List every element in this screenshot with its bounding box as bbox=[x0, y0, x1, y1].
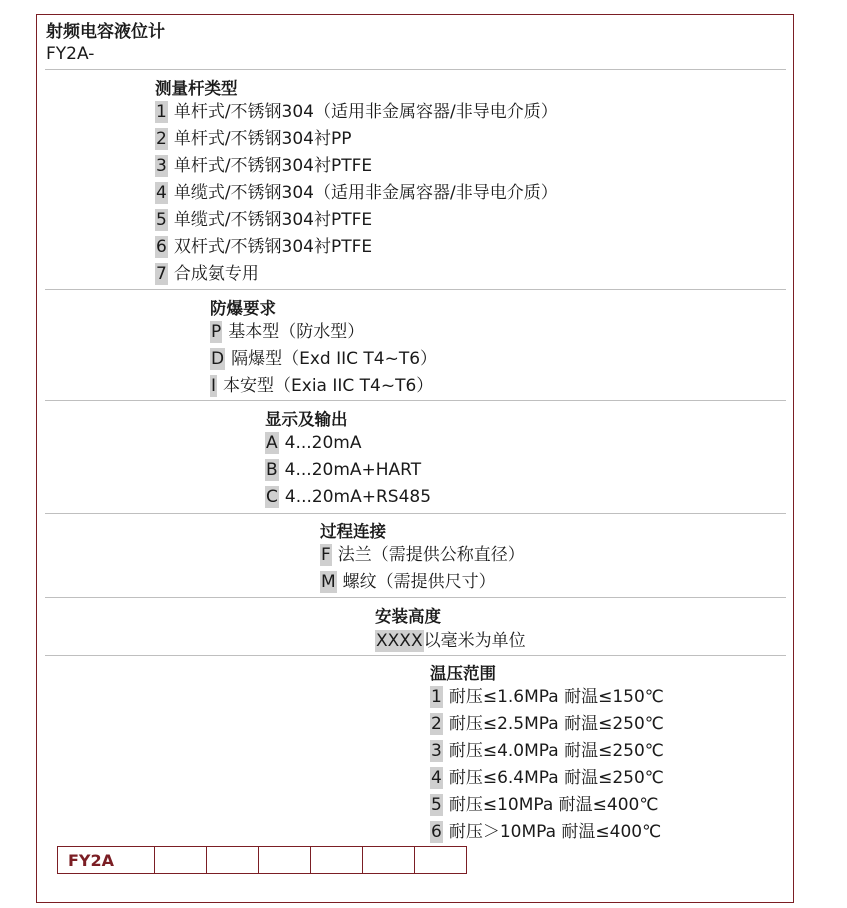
option-item bbox=[155, 182, 558, 204]
option-item bbox=[265, 486, 431, 508]
option-code: XXXX bbox=[376, 631, 423, 651]
option-text: 4...20mA+HART bbox=[284, 460, 422, 480]
option-code: 1 bbox=[431, 687, 442, 707]
section-divider bbox=[45, 400, 786, 401]
option-text: 隔爆型（Exd IIC T4~T6） bbox=[231, 349, 438, 369]
option-text: 4...20mA bbox=[284, 433, 362, 453]
option-text: 单杆式/不锈钢304衬PTFE bbox=[173, 156, 373, 176]
option-item bbox=[155, 101, 558, 123]
option-code: I bbox=[211, 376, 217, 396]
section-title: 安装高度 bbox=[375, 607, 441, 626]
order-code-slot bbox=[415, 847, 467, 874]
option-text: 合成氨专用 bbox=[173, 264, 259, 284]
option-item bbox=[430, 821, 661, 843]
option-text: 单缆式/不锈钢304衬PTFE bbox=[173, 210, 373, 230]
order-code-slot bbox=[259, 847, 311, 874]
section-title: 过程连接 bbox=[320, 522, 386, 541]
section-title: 测量杆类型 bbox=[155, 79, 238, 98]
order-code-slot bbox=[311, 847, 363, 874]
option-text: 单杆式/不锈钢304（适用非金属容器/非导电介质） bbox=[173, 102, 558, 122]
order-code-slot bbox=[207, 847, 259, 874]
option-code: 3 bbox=[431, 741, 442, 761]
option-text: 单缆式/不锈钢304（适用非金属容器/非导电介质） bbox=[173, 183, 558, 203]
option-code: 7 bbox=[156, 264, 167, 284]
option-text: 双杆式/不锈钢304衬PTFE bbox=[173, 237, 373, 257]
option-item bbox=[265, 459, 421, 481]
order-code-slot bbox=[155, 847, 207, 874]
section-divider bbox=[45, 655, 786, 656]
option-item bbox=[320, 544, 525, 566]
option-code: 6 bbox=[431, 822, 442, 842]
order-code-slot bbox=[363, 847, 415, 874]
option-code: D bbox=[211, 349, 225, 369]
document-title: 射频电容液位计 bbox=[46, 22, 165, 42]
option-text: 本安型（Exia IIC T4~T6） bbox=[223, 376, 434, 396]
option-text: 螺纹（需提供尺寸） bbox=[342, 572, 496, 592]
option-code: M bbox=[321, 572, 336, 592]
option-item bbox=[430, 686, 664, 708]
model-prefix: FY2A- bbox=[46, 44, 95, 64]
section-title: 温压范围 bbox=[430, 664, 496, 683]
option-code: P bbox=[211, 322, 222, 342]
option-item bbox=[210, 321, 364, 343]
option-item bbox=[210, 375, 433, 397]
order-code-table bbox=[57, 846, 467, 874]
option-item bbox=[430, 794, 658, 816]
option-item bbox=[265, 432, 362, 454]
option-item bbox=[155, 236, 372, 258]
option-text: 耐压≤4.0MPa 耐温≤250℃ bbox=[448, 741, 664, 761]
option-item bbox=[155, 155, 372, 177]
option-item bbox=[430, 767, 664, 789]
option-code: 4 bbox=[156, 183, 167, 203]
option-code: 6 bbox=[156, 237, 167, 257]
section-divider bbox=[45, 289, 786, 290]
section-title: 显示及输出 bbox=[265, 410, 348, 429]
option-code: 5 bbox=[431, 795, 442, 815]
option-item bbox=[210, 348, 437, 370]
option-item bbox=[430, 740, 664, 762]
option-text: 耐压≤10MPa 耐温≤400℃ bbox=[448, 795, 659, 815]
option-code: A bbox=[266, 433, 278, 453]
option-item bbox=[430, 713, 664, 735]
option-code: 4 bbox=[431, 768, 442, 788]
section-divider bbox=[45, 69, 786, 70]
option-code: C bbox=[266, 487, 278, 507]
option-item bbox=[155, 209, 372, 231]
option-code: 1 bbox=[156, 102, 167, 122]
option-code: F bbox=[321, 545, 331, 565]
option-text: 基本型（防水型） bbox=[228, 322, 365, 342]
option-text: 耐压≤6.4MPa 耐温≤250℃ bbox=[448, 768, 664, 788]
option-code: 2 bbox=[156, 129, 167, 149]
option-item bbox=[155, 263, 259, 285]
section-divider bbox=[45, 597, 786, 598]
order-code-row bbox=[58, 847, 467, 874]
option-item bbox=[155, 128, 352, 150]
option-text: 单杆式/不锈钢304衬PP bbox=[173, 129, 352, 149]
section-title: 防爆要求 bbox=[210, 299, 276, 318]
option-code: 3 bbox=[156, 156, 167, 176]
order-code-prefix: FY2A bbox=[58, 847, 155, 874]
option-code: 2 bbox=[431, 714, 442, 734]
option-item bbox=[375, 630, 526, 652]
option-text: 法兰（需提供公称直径） bbox=[337, 545, 525, 565]
option-item bbox=[320, 571, 496, 593]
option-text: 耐压≤1.6MPa 耐温≤150℃ bbox=[448, 687, 664, 707]
option-code: 5 bbox=[156, 210, 167, 230]
option-code: B bbox=[266, 460, 278, 480]
section-divider bbox=[45, 513, 786, 514]
option-text: 以毫米为单位 bbox=[423, 631, 526, 651]
option-text: 耐压≤2.5MPa 耐温≤250℃ bbox=[448, 714, 664, 734]
option-text: 4...20mA+RS485 bbox=[284, 487, 432, 507]
option-text: 耐压＞10MPa 耐温≤400℃ bbox=[448, 822, 662, 842]
